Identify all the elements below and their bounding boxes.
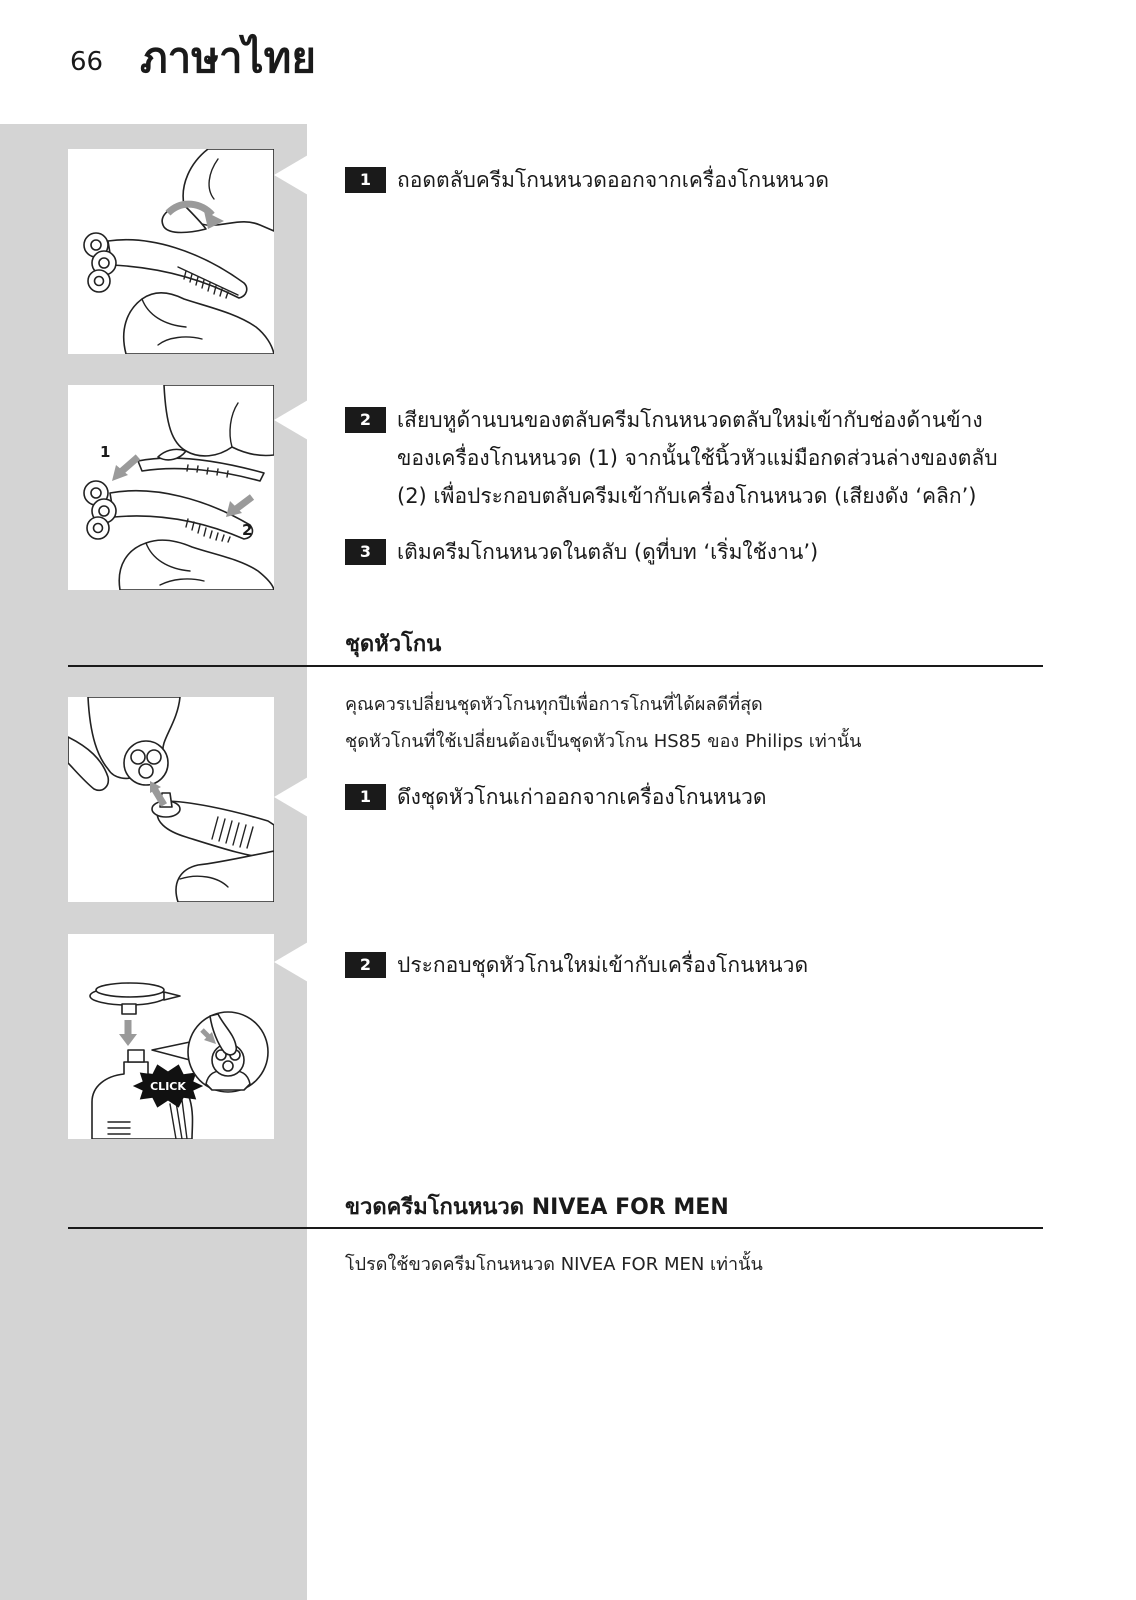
shaver-body bbox=[152, 793, 274, 859]
step-text bbox=[397, 161, 1077, 199]
step-number-box: 1 bbox=[345, 167, 386, 193]
lower-hand bbox=[176, 851, 274, 902]
step-text bbox=[397, 946, 1077, 984]
shaving-heads bbox=[124, 741, 168, 785]
page-number: 66 bbox=[70, 47, 104, 77]
step-text bbox=[397, 778, 1077, 816]
insert-shaving-head-illustration bbox=[68, 934, 274, 1139]
step-line: (2) เพื่อประกอบตลับครีมเข้ากับเครื่องโกนหนวด (เสียงดัง ‘คลิก’) bbox=[397, 484, 977, 508]
lower-hand bbox=[124, 293, 274, 354]
remove-shaving-head-illustration bbox=[68, 697, 274, 902]
remove-cartridge-drawing bbox=[68, 149, 274, 354]
step-text bbox=[397, 533, 1077, 571]
language-title: ภาษาไทย bbox=[140, 33, 316, 82]
step-line: เสียบหูด้านบนของตลับครีมโกนหนวดตลับใหม่เข้ากับช่องด้านข้าง bbox=[397, 408, 983, 432]
arrow-icon bbox=[112, 457, 138, 481]
section-rule bbox=[68, 1227, 1043, 1229]
arrow-down-icon bbox=[119, 1020, 137, 1046]
step-line: ของเครื่องโกนหนวด (1) จากนั้นใช้นิ้วหัวแม่มือกดส่วนล่างของตลับ bbox=[397, 446, 998, 470]
insert-label-1: 1 bbox=[100, 443, 111, 461]
new-cartridge bbox=[138, 458, 264, 481]
section-rule bbox=[68, 665, 1043, 667]
insert-label-2: 2 bbox=[242, 521, 253, 539]
lower-hand bbox=[119, 540, 274, 590]
step-number-box: 2 bbox=[345, 952, 386, 978]
cream-line: โปรดใช้ขวดครีมโกนหนวด NIVEA FOR MEN เท่านั้น bbox=[345, 1254, 763, 1275]
step-number-box: 1 bbox=[345, 784, 386, 810]
cream-text bbox=[345, 1246, 1085, 1283]
click-label: CLICK bbox=[150, 1080, 186, 1093]
intro-line: ชุดหัวโกนที่ใช้เปลี่ยนต้องเป็นชุดหัวโกน HS85 ของ Philips เท่านั้น bbox=[345, 731, 862, 752]
remove-cartridge-illustration bbox=[68, 149, 274, 354]
shaving-head-unit bbox=[90, 983, 180, 1014]
insert-cartridge-drawing bbox=[68, 385, 274, 590]
section-heading-cream: ขวดครีมโกนหนวด NIVEA FOR MEN bbox=[345, 1195, 729, 1220]
shaver-body bbox=[110, 491, 252, 542]
step-line: ถอดตลับครีมโกนหนวดออกจากเครื่องโกนหนวด bbox=[397, 168, 830, 192]
step-number-box: 3 bbox=[345, 539, 386, 565]
step-line: ประกอบชุดหัวโกนใหม่เข้ากับเครื่องโกนหนวด bbox=[397, 953, 809, 977]
shaving-heads bbox=[84, 481, 116, 539]
step-number-box: 2 bbox=[345, 407, 386, 433]
remove-shaving-head-drawing bbox=[68, 697, 274, 902]
step-line: ดึงชุดหัวโกนเก่าออกจากเครื่องโกนหนวด bbox=[397, 785, 767, 809]
section-heading-shaving-heads: ชุดหัวโกน bbox=[345, 632, 442, 657]
insert-shaving-head-drawing bbox=[68, 934, 274, 1139]
upper-hand bbox=[158, 385, 274, 460]
shaver-body bbox=[108, 240, 247, 298]
insert-cartridge-illustration bbox=[68, 385, 274, 590]
arrow-icon bbox=[226, 497, 252, 517]
intro-line: คุณควรเปลี่ยนชุดหัวโกนทุกปีเพื่อการโกนที่ได้ผลดีที่สุด bbox=[345, 694, 763, 715]
section-intro bbox=[345, 686, 1085, 760]
step-line: เติมครีมโกนหนวดในตลับ (ดูที่บท ‘เริ่มใช้งาน’) bbox=[397, 540, 819, 564]
step-text bbox=[397, 401, 1077, 515]
